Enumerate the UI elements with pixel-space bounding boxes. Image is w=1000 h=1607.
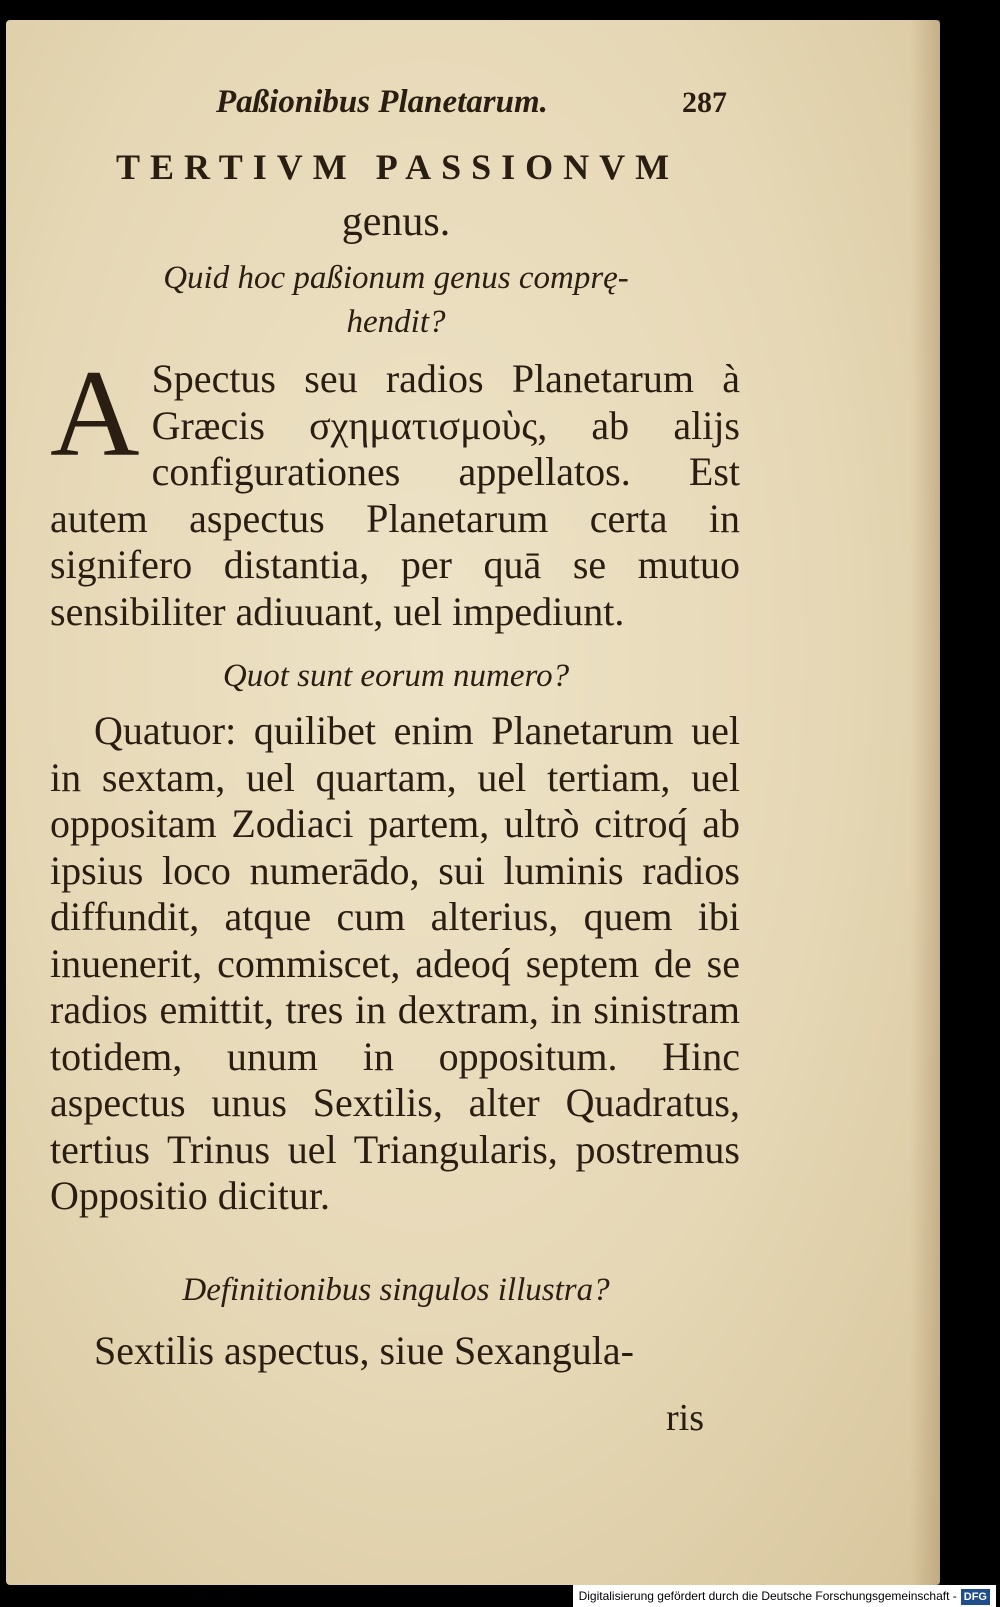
footer-credit: Digitalisierung gefördert durch die Deutsche Forschungsgemeinschaft - — [578, 1589, 957, 1603]
question-heading-3: Definitionibus singulos illustra? — [182, 1272, 610, 1308]
catchword: ris — [666, 1397, 704, 1439]
chapter-title: TERTIVM PASSIONVM — [116, 147, 680, 187]
question-heading-1: Quid hoc paßionum genus comprę- hendit? — [163, 260, 629, 340]
drop-cap: A — [50, 345, 140, 482]
answer-paragraph-1 — [50, 345, 740, 635]
answer-paragraph-2: Quatuor: quilibet enim Planetarum uel in sextam, uel quartam, uel tertiam, uel oppositam Zodiaci partem, ultrò citroq́ ab ipsius loco numerādo, sui luminis radios diffundit, atque cum alterius, quem ibi inuenerit, commiscet, adeoq́ septem de se radios emittit, tres in dextram, in sinistram totidem, unum in oppositum. Hinc aspectus unus Sextilis, alter Quadratus, tertius Trinus uel Triangularis, postremus Oppositio dicitur. — [50, 708, 740, 1218]
page-number: 287 — [682, 86, 727, 119]
question-heading-2: Quot sunt eorum numero? — [222, 658, 570, 694]
running-head: Paßionibus Planetarum. — [216, 84, 548, 120]
answer-text-1: Spectus seu radios Planetarum à Græcis σχηματισμοὺς, ab alijs configurationes appellatos. Est autem aspectus Planetarum certa in signifero distantia, per quā se mutuo sensibiliter adiuuant, uel impediunt. — [50, 356, 740, 634]
answer-paragraph-3: Sextilis aspectus, siue Sexangula- — [94, 1328, 634, 1373]
book-page — [6, 20, 940, 1585]
dfg-logo: DFG — [961, 1589, 990, 1605]
chapter-title-continued: genus. — [341, 199, 451, 245]
digitization-footer — [573, 1585, 996, 1607]
